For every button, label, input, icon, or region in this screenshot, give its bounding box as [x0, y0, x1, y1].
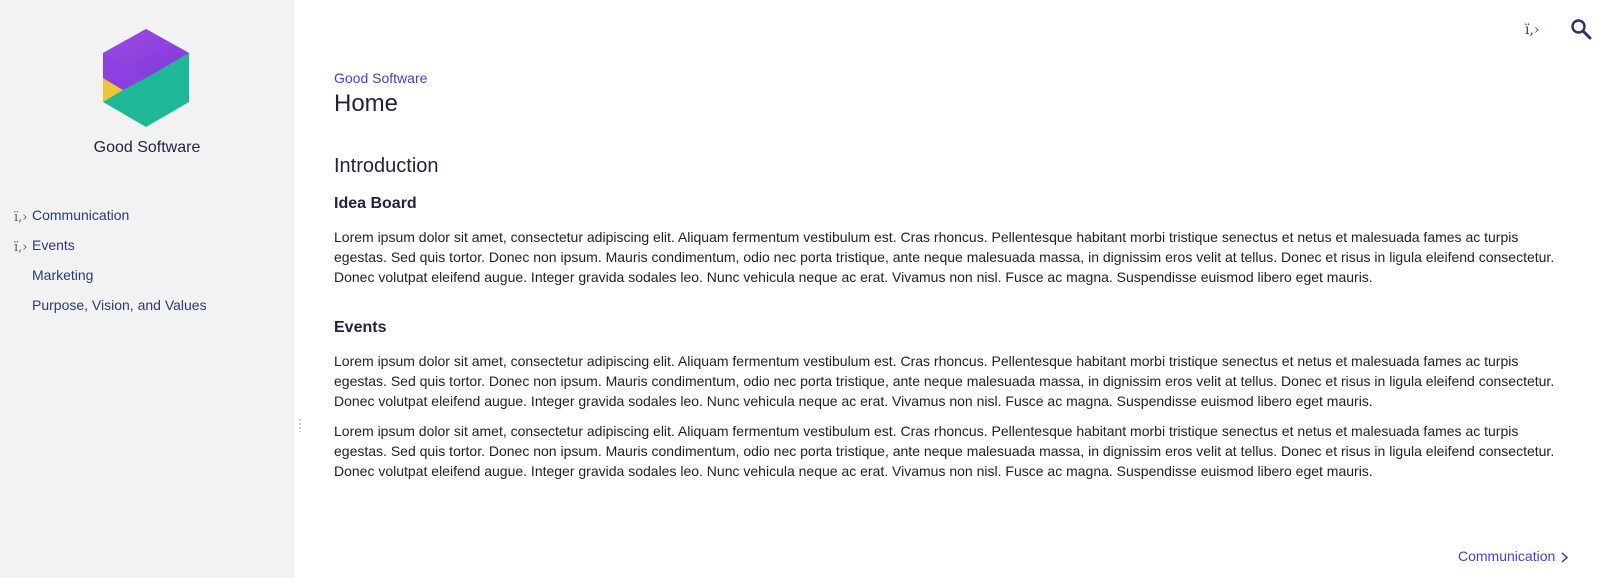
expand-icon[interactable]: ï,›: [14, 240, 28, 255]
breadcrumb[interactable]: Good Software: [334, 70, 428, 86]
sidebar-item-marketing[interactable]: [0, 260, 294, 290]
page-title: Home: [334, 90, 399, 117]
sidebar-item-label[interactable]: Marketing: [32, 267, 94, 283]
next-page-link[interactable]: [1458, 548, 1568, 564]
sidebar-item-purpose-vision-values[interactable]: [0, 290, 294, 320]
sidebar: [0, 0, 294, 578]
expand-icon[interactable]: ï,›: [14, 210, 28, 225]
sidebar-item-label[interactable]: Events: [32, 237, 75, 253]
sidebar-item-communication[interactable]: [0, 200, 294, 230]
sidebar-resize-handle[interactable]: [298, 418, 302, 432]
section-heading-introduction: Introduction: [334, 155, 439, 177]
sidebar-nav: [0, 200, 294, 320]
section-heading-idea-board: Idea Board: [334, 195, 417, 212]
sidebar-item-events[interactable]: [0, 230, 294, 260]
menu-icon[interactable]: ï,›: [1525, 22, 1540, 38]
sidebar-item-label[interactable]: Communication: [32, 207, 130, 223]
paragraph: Lorem ipsum dolor sit amet, consectetur adipiscing elit. Aliquam fermentum vestibulum est. Cras rhoncus. Pellentesque habitant morbi tristique senectus et netus et malesuada fames ac turpis egestas. Sed quis tortor. Donec non ipsum. Mauris condimentum, odio nec porta tristique, ante neque malesuada massa, in dignissim eros velit at tellus. Donec et risus in ligula eleifend consectetur. Donec volutpat eleifend augue. Integer gravida sodales leo. Nunc vehicula neque ac erat. Vivamus non nisl. Fusce ac magna. Suspendisse euismod libero eget mauris.: [334, 353, 1555, 409]
logo: [103, 29, 189, 127]
search-icon[interactable]: [1570, 18, 1592, 40]
section-heading-events: Events: [334, 319, 387, 336]
site-name: Good Software: [93, 139, 201, 156]
sidebar-item-label[interactable]: Purpose, Vision, and Values: [32, 297, 207, 313]
paragraph: Lorem ipsum dolor sit amet, consectetur adipiscing elit. Aliquam fermentum vestibulum est. Cras rhoncus. Pellentesque habitant morbi tristique senectus et netus et malesuada fames ac turpis egestas. Sed quis tortor. Donec non ipsum. Mauris condimentum, odio nec porta tristique, ante neque malesuada massa, in dignissim eros velit at tellus. Donec et risus in ligula eleifend consectetur. Donec volutpat eleifend augue. Integer gravida sodales leo. Nunc vehicula neque ac erat. Vivamus non nisl. Fusce ac magna. Suspendisse euismod libero eget mauris.: [334, 423, 1555, 479]
next-page-label[interactable]: Communication: [1458, 548, 1556, 564]
paragraph: Lorem ipsum dolor sit amet, consectetur adipiscing elit. Aliquam fermentum vestibulum est. Cras rhoncus. Pellentesque habitant morbi tristique senectus et netus et malesuada fames ac turpis egestas. Sed quis tortor. Donec non ipsum. Mauris condimentum, odio nec porta tristique, ante neque malesuada massa, in dignissim eros velit at tellus. Donec et risus in ligula eleifend consectetur. Donec volutpat eleifend augue. Integer gravida sodales leo. Nunc vehicula neque ac erat. Vivamus non nisl. Fusce ac magna. Suspendisse euismod libero eget mauris.: [334, 229, 1555, 285]
chevron-right-icon[interactable]: [1561, 552, 1568, 563]
